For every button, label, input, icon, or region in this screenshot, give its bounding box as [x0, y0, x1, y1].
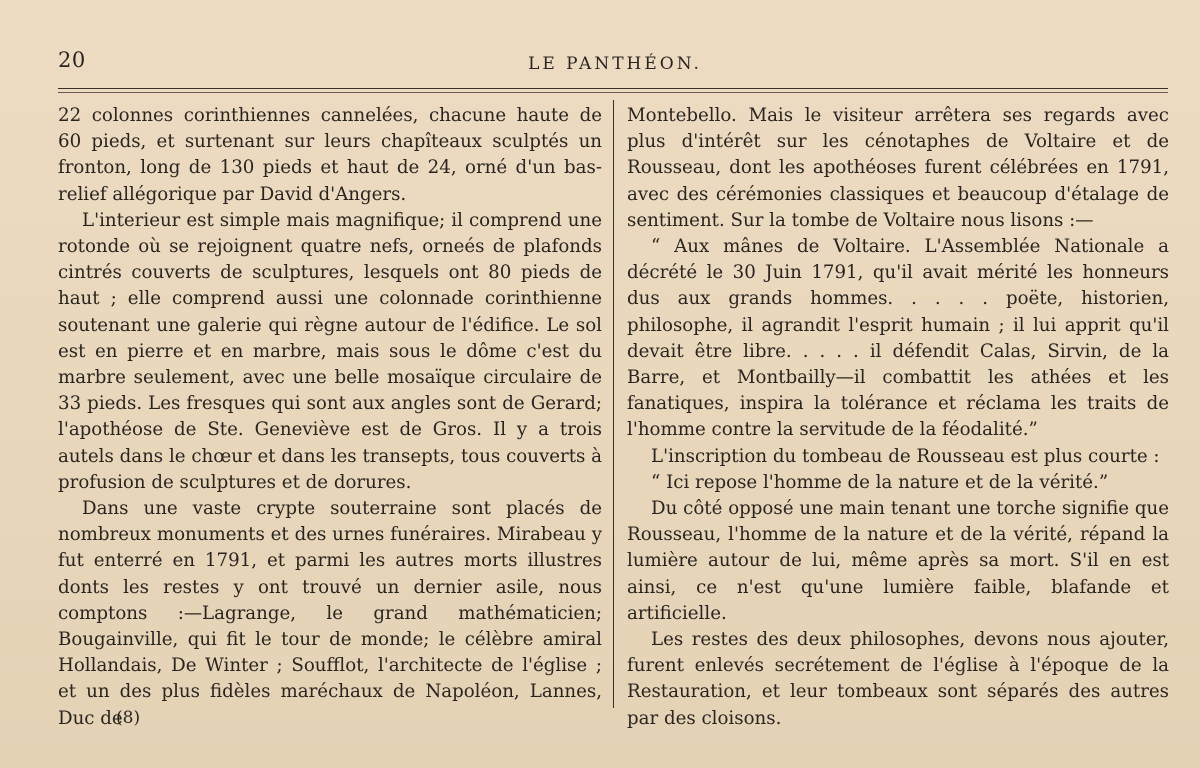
page-number: 20	[58, 48, 86, 72]
paragraph: Dans une vaste crypte souterraine sont placés de nombreux monuments et des urnes funéraires. Mirabeau y fut enterré en 1791, et parmi les autres morts illustres donts les restes y ont trouvé un dernier asile, nous comptons :—Lagrange, le grand mathématicien; Bougainville, qui fit le tour de monde; le célèbre amiral Hollandais, De Winter ; Soufflot, l'architecte de l'église ; et un des plus fidèles maréchaux de Napoléon, Lannes, Duc de	[58, 498, 602, 729]
paragraph: 22 colonnes corinthiennes cannelées, chacune haute de 60 pieds, et surtenant sur leurs chapîteaux sculptés un fronton, long de 130 pieds et haut de 24, orné d'un bas-relief allégorique par David d'Angers.	[58, 105, 602, 205]
paragraph: L'inscription du tombeau de Rousseau est plus courte :	[651, 445, 1160, 467]
right-column	[627, 103, 1169, 732]
quotation: “ Aux mânes de Voltaire. L'Assemblée Nationale a décrété le 30 Juin 1791, qu'il avait mérité les honneurs dus aux grands hommes. . . . . poëte, historien, philosophe, il agrandit l'esprit humain ; il lui apprit qu'il devait être libre. . . . . il défendit Calas, Sirvin, de la Barre, et Montbailly—il combattit les athées et les fanatiques, inspira la tolérance et réclama les traits de l'homme contre la servitude de la féodalité.”	[627, 236, 1169, 441]
signature-mark: (8)	[116, 708, 141, 728]
quotation: “ Ici repose l'homme de la nature et de la vérité.”	[651, 471, 1109, 493]
left-column	[58, 103, 602, 732]
header-rule	[58, 88, 1168, 89]
header-rule-secondary	[58, 92, 1168, 93]
running-head: LE PANTHÉON.	[528, 54, 702, 74]
paragraph: Montebello. Mais le visiteur arrêtera ses regards avec plus d'intérêt sur les cénotaphes de Voltaire et de Rousseau, dont les apothéoses furent célébrées en 1791, avec des cérémonies classiques et beaucoup d'étalage de sentiment. Sur la tombe de Voltaire nous lisons :—	[627, 105, 1169, 231]
column-divider	[613, 100, 614, 708]
paragraph: L'interieur est simple mais magnifique; il comprend une rotonde où se rejoignent quatre nefs, orneés de plafonds cintrés couverts de sculptures, lesquels ont 80 pieds de haut ; elle comprend aussi une colonnade corinthienne soutenant une galerie qui règne autour de l'édifice. Le sol est en pierre et en marbre, mais sous le dôme c'est du marbre seulement, avec une belle mosaïque circulaire de 33 pieds. Les fresques qui sont aux angles sont de Gerard; l'apothéose de Ste. Geneviève est de Gros. Il y a trois autels dans le chœur et dans les transepts, tous couverts à profusion de sculptures et de dorures.	[58, 209, 602, 493]
paragraph: Du côté opposé une main tenant une torche signifie que Rousseau, l'homme de la nature et de la vérité, répand la lumière autour de lui, même après sa mort. S'il en est ainsi, ce n'est qu'une lumière faible, blafande et artificielle.	[627, 498, 1169, 624]
paragraph: Les restes des deux philosophes, devons nous ajouter, furent enlevés secrétement de l'église à l'époque de la Restauration, et leur tombeaux sont séparés des autres par des cloisons.	[627, 629, 1169, 729]
